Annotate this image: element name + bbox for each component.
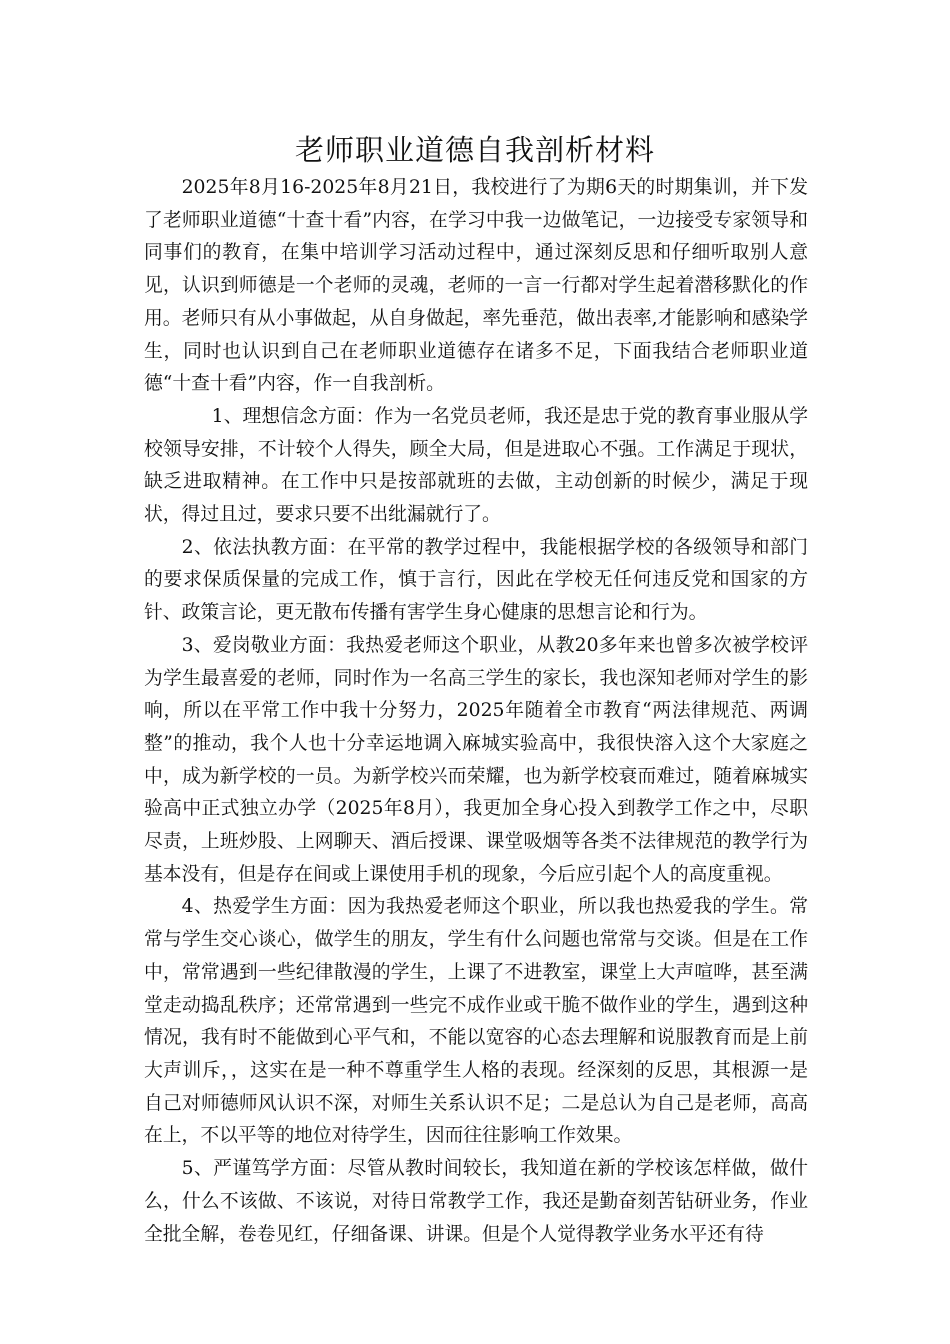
paragraph-intro: 2025年8月16-2025年8月21日，我校进行了为期6天的时期集训，并下发了老师职业道德“十查十看”内容，在学习中我一边做笔记，一边接受专家领导和同事们的教育，在集中培训学习活动过程中，通过深刻反思和仔细听取别人意见，认识到师德是一个老师的灵魂，老师的一言一行都对学生起着潜移默化的作用。老师只有从小事做起，从自身做起，率先垂范，做出表率,才能影响和感染学生，同时也认识到自己在老师职业道德存在诸多不足，下面我结合老师职业道德“十查十看”内容，作一自我剖析。 [144, 177, 808, 395]
paragraph-students: 4、热爱学生方面：因为我热爱老师这个职业，所以我也热爱我的学生。常常与学生交心谈心，做学生的朋友，学生有什么问题也常常与交谈。但是在工作中，常常遇到一些纪律散漫的学生，上课了不进教室，课堂上大声喧哗，甚至满堂走动捣乱秩序；还常常遇到一些完不成作业或干脆不做作业的学生，遇到这种情况，我有时不能做到心平气和，不能以宽容的心态去理解和说服教育而是上前大声训斥，，这实在是一种不尊重学生人格的表现。经深刻的反思，其根源一是自己对师德师风认识不深，对师生关系认识不足；二是总认为自己是老师，高高在上，不以平等的地位对待学生，因而往往影响工作效果。 [144, 896, 808, 1147]
paragraph-law: 2、依法执教方面：在平常的教学过程中，我能根据学校的各级领导和部门的要求保质保量的完成工作，慎于言行，因此在学校无任何违反党和国家的方针、政策言论，更无散布传播有害学生身心健康的思想言论和行为。 [144, 536, 808, 624]
document-title: 老师职业道德自我剖析材料 [294, 133, 655, 167]
paragraph-dedication: 3、爱岗敬业方面：我热爱老师这个职业，从教20多年来也曾多次被学校评为学生最喜爱的老师，同时作为一名高三学生的家长，我也深知老师对学生的影响，所以在平常工作中我十分努力，2025年随着全市教育“两法律规范、两调整”的推动，我个人也十分幸运地调入麻城实验高中，我很快溶入这个大家庭之中，成为新学校的一员。为新学校兴而荣耀，也为新学校衰而难过，随着麻城实验高中正式独立办学（2025年8月），我更加全身心投入到教学工作之中，尽职尽责，上班炒股、上网聊天、酒后授课、课堂吸烟等各类不法律规范的教学行为基本没有，但是存在间或上课使用手机的现象，今后应引起个人的高度重视。 [144, 634, 808, 885]
paragraph-study: 5、严谨笃学方面：尽管从教时间较长，我知道在新的学校该怎样做，做什么，什么不该做、不该说，对待日常教学工作，我还是勤奋刻苦钻研业务，作业全批全解，卷卷见红，仔细备课、讲课。但是个人觉得教学业务水平还有待 [144, 1158, 808, 1245]
paragraph-ideals: 1、理想信念方面：作为一名党员老师，我还是忠于党的教育事业服从学校领导安排，不计较个人得失，顾全大局，但是进取心不强。工作满足于现状，缺乏进取精神。在工作中只是按部就班的去做，主动创新的时候少，满足于现状，得过且过，要求只要不出纰漏就行了。 [144, 405, 808, 526]
document-body [144, 172, 808, 1251]
